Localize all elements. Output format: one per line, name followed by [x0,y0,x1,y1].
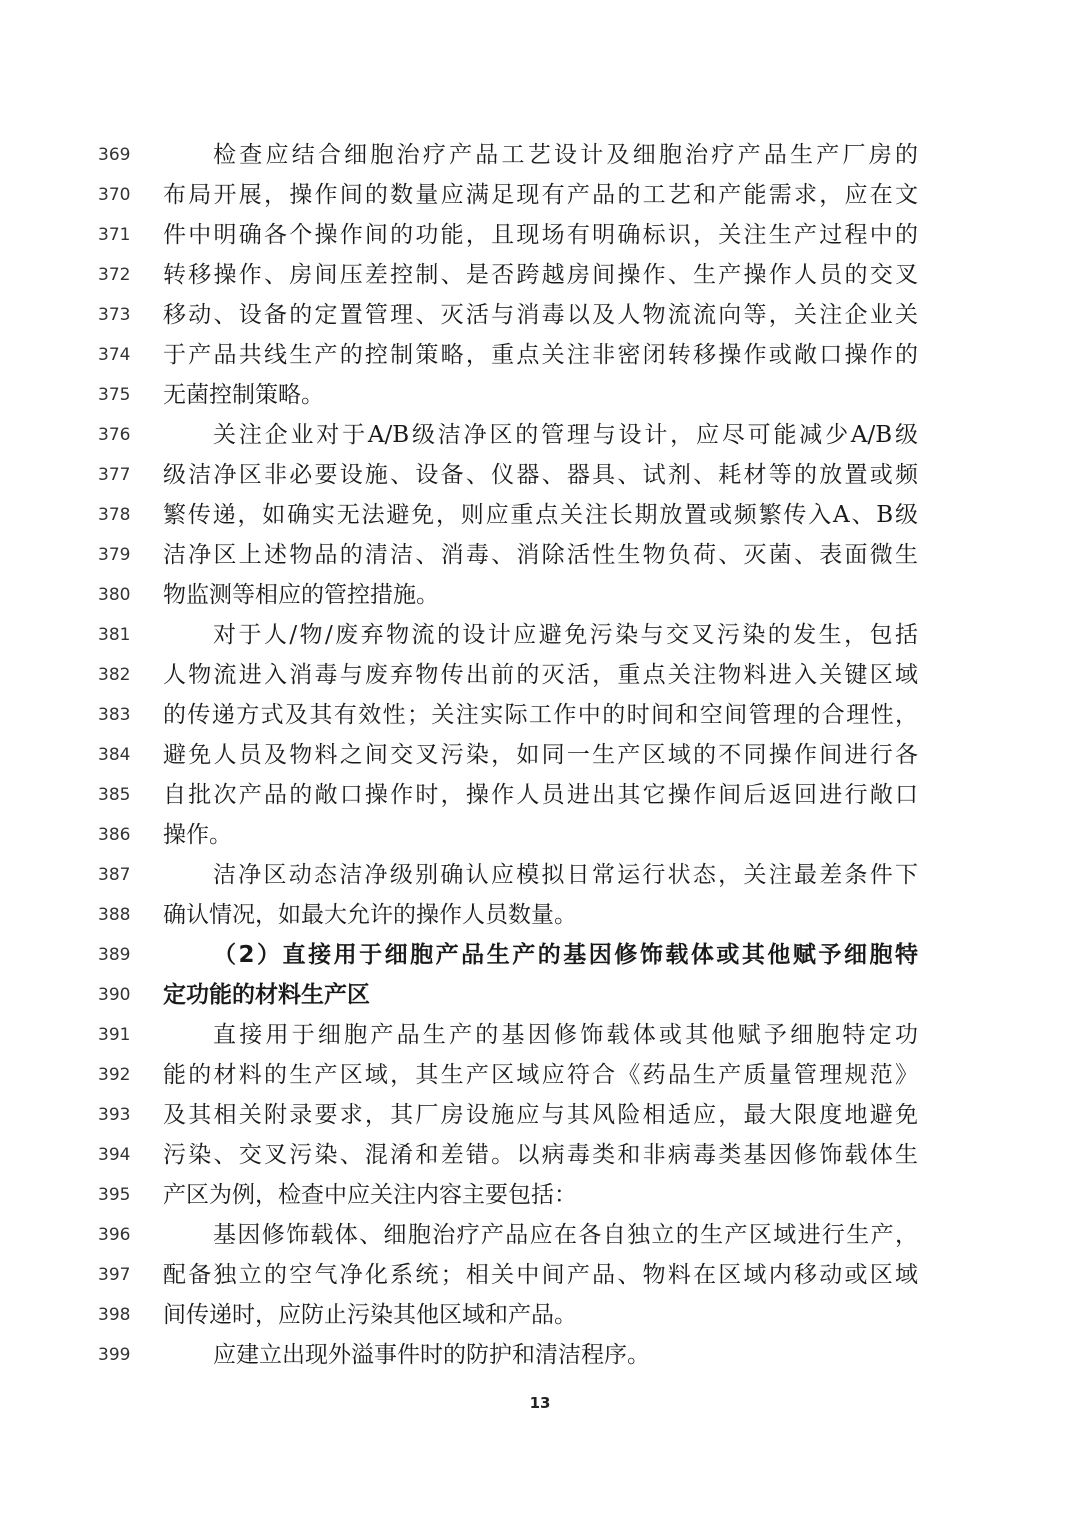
line-text: 间传递时，应防止污染其他区域和产品。 [163,1302,577,1328]
line-text: 洁净区动态洁净级别确认应模拟日常运行状态，关注最差条件下 [213,862,918,888]
line-number: 381 [98,625,131,645]
line-text: 直接用于细胞产品生产的基因修饰载体或其他赋予细胞特定功 [213,1022,918,1048]
line-text: 件中明确各个操作间的功能，且现场有明确标识，关注生产过程中的 [163,222,918,248]
text-line [0,735,1080,775]
line-number: 369 [98,145,131,165]
text-line [0,215,1080,255]
line-number: 370 [98,185,131,205]
text-line [0,1335,1080,1375]
line-number: 388 [98,905,131,925]
line-number: 399 [98,1345,131,1365]
text-line [0,815,1080,855]
document-body [0,135,1080,1375]
text-line [0,575,1080,615]
line-number: 396 [98,1225,131,1245]
line-text: 能的材料的生产区域，其生产区域应符合《药品生产质量管理规范》 [163,1062,918,1088]
line-number: 385 [98,785,131,805]
line-text: 配备独立的空气净化系统；相关中间产品、物料在区域内移动或区域 [163,1262,918,1288]
line-text: 无菌控制策略。 [163,382,324,408]
line-number: 389 [98,945,131,965]
line-number: 397 [98,1265,131,1285]
line-number: 373 [98,305,131,325]
line-number: 384 [98,745,131,765]
line-number: 393 [98,1105,131,1125]
text-line [0,415,1080,455]
line-number: 387 [98,865,131,885]
line-number: 398 [98,1305,131,1325]
text-line [0,1015,1080,1055]
line-text: 级洁净区非必要设施、设备、仪器、器具、试剂、耗材等的放置或频 [163,462,918,488]
line-text: 转移操作、房间压差控制、是否跨越房间操作、生产操作人员的交叉 [163,262,918,288]
text-line [0,775,1080,815]
section-heading-line [0,935,1080,975]
line-text: 应建立出现外溢事件时的防护和清洁程序。 [213,1342,650,1368]
text-line [0,1095,1080,1135]
line-number: 378 [98,505,131,525]
line-number: 394 [98,1145,131,1165]
line-number: 380 [98,585,131,605]
text-line [0,855,1080,895]
line-text: 对于人/物/废弃物流的设计应避免污染与交叉污染的发生，包括 [213,622,918,648]
line-text: 物监测等相应的管控措施。 [163,582,439,608]
text-line [0,135,1080,175]
text-line [0,455,1080,495]
line-text: 污染、交叉污染、混淆和差错。以病毒类和非病毒类基因修饰载体生 [163,1142,918,1168]
line-text: 人物流进入消毒与废弃物传出前的灭活，重点关注物料进入关键区域 [163,662,918,688]
text-line [0,535,1080,575]
text-line [0,295,1080,335]
line-number: 372 [98,265,131,285]
line-number: 379 [98,545,131,565]
text-line [0,495,1080,535]
line-text: 及其相关附录要求，其厂房设施应与其风险相适应，最大限度地避免 [163,1102,918,1128]
text-line [0,1055,1080,1095]
line-number: 382 [98,665,131,685]
text-line [0,335,1080,375]
line-number: 376 [98,425,131,445]
line-text: 于产品共线生产的控制策略，重点关注非密闭转移操作或敞口操作的 [163,342,918,368]
section-heading-line [0,975,1080,1015]
line-text: 操作。 [163,822,232,848]
line-number: 390 [98,985,131,1005]
line-text: 基因修饰载体、细胞治疗产品应在各自独立的生产区域进行生产， [213,1222,918,1248]
text-line [0,1295,1080,1335]
line-number: 377 [98,465,131,485]
text-line [0,695,1080,735]
section-heading-text: （2）直接用于细胞产品生产的基因修饰载体或其他赋予细胞特 [213,942,918,968]
page-number: 13 [529,1394,551,1412]
text-line [0,1135,1080,1175]
line-number: 392 [98,1065,131,1085]
line-number: 386 [98,825,131,845]
line-text: 检查应结合细胞治疗产品工艺设计及细胞治疗产品生产厂房的 [213,142,918,168]
section-heading-text: 定功能的材料生产区 [163,982,370,1008]
line-text: 产区为例，检查中应关注内容主要包括： [163,1182,577,1208]
line-text: 移动、设备的定置管理、灭活与消毒以及人物流流向等，关注企业关 [163,302,918,328]
text-line [0,175,1080,215]
line-text: 布局开展，操作间的数量应满足现有产品的工艺和产能需求，应在文 [163,182,918,208]
line-number: 395 [98,1185,131,1205]
line-number: 374 [98,345,131,365]
text-line [0,1175,1080,1215]
line-text: 确认情况，如最大允许的操作人员数量。 [163,902,577,928]
text-line [0,255,1080,295]
text-line [0,895,1080,935]
line-text: 繁传递，如确实无法避免，则应重点关注长期放置或频繁传入A、B级 [163,502,918,528]
line-text: 自批次产品的敞口操作时，操作人员进出其它操作间后返回进行敞口 [163,782,918,808]
text-line [0,375,1080,415]
text-line [0,615,1080,655]
text-line [0,1255,1080,1295]
line-text: 避免人员及物料之间交叉污染，如同一生产区域的不同操作间进行各 [163,742,918,768]
line-number: 371 [98,225,131,245]
text-line [0,655,1080,695]
line-number: 375 [98,385,131,405]
line-number: 391 [98,1025,131,1045]
line-text: 的传递方式及其有效性；关注实际工作中的时间和空间管理的合理性， [163,702,918,728]
line-number: 383 [98,705,131,725]
line-text: 洁净区上述物品的清洁、消毒、消除活性生物负荷、灭菌、表面微生 [163,542,918,568]
text-line [0,1215,1080,1255]
line-text: 关注企业对于A/B级洁净区的管理与设计，应尽可能减少A/B级 [213,422,918,448]
